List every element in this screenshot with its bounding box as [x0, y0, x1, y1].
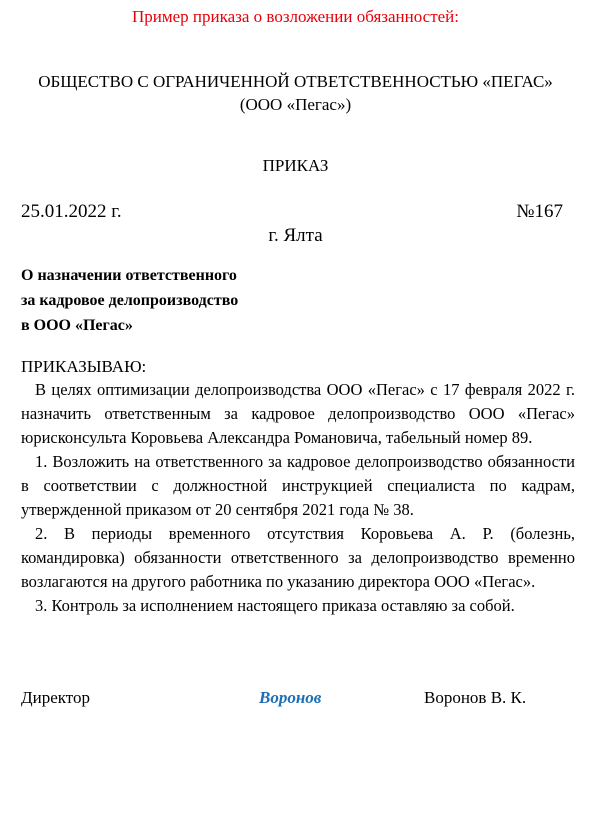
document-type: ПРИКАЗ — [262, 156, 329, 175]
order-city: г. Ялта — [268, 225, 323, 246]
order-paragraph: 1. Возложить на ответственного за кадровое делопроизводство обязанности в соответствии с должностной инструкцией специалиста по кадрам, утвержденной приказом от 20 сентября 2021 года № 38. — [21, 452, 575, 519]
order-date: 25.01.2022 г. — [21, 201, 122, 222]
order-paragraph: 3. Контроль за исполнением настоящего приказа оставляю за собой. — [35, 596, 515, 615]
subject-line: за кадровое делопроизводство — [21, 292, 239, 309]
subject-line: О назначении ответственного — [21, 267, 237, 284]
signer-name: Воронов В. К. — [424, 688, 527, 707]
example-heading: Пример приказа о возложении обязанностей: — [132, 7, 459, 26]
order-word: ПРИКАЗЫВАЮ: — [21, 357, 147, 376]
handwritten-signature: Воронов — [259, 688, 322, 707]
order-paragraph: 2. В периоды временного отсутствия Коровьева А. Р. (болезнь, командировка) обязанности ответственного за делопроизводство временно возлагаются на другого работника по указанию директора ООО «Пегас». — [21, 524, 575, 591]
organization-short-name: (ООО «Пегас») — [239, 95, 352, 114]
organization-full-name: ОБЩЕСТВО С ОГРАНИЧЕННОЙ ОТВЕТСТВЕННОСТЬЮ «ПЕГАС» — [38, 72, 553, 91]
subject-line: в ООО «Пегас» — [21, 317, 133, 334]
order-number: №167 — [516, 201, 563, 222]
order-body — [21, 378, 575, 618]
order-paragraph: В целях оптимизации делопроизводства ООО «Пегас» с 17 февраля 2022 г. назначить ответственным за кадровое делопроизводство ООО «Пегас» юрисконсульта Коровьева Александра Романовича, табельный номер 89. — [21, 380, 575, 447]
order-subject — [21, 263, 238, 338]
signer-title: Директор — [21, 688, 90, 707]
